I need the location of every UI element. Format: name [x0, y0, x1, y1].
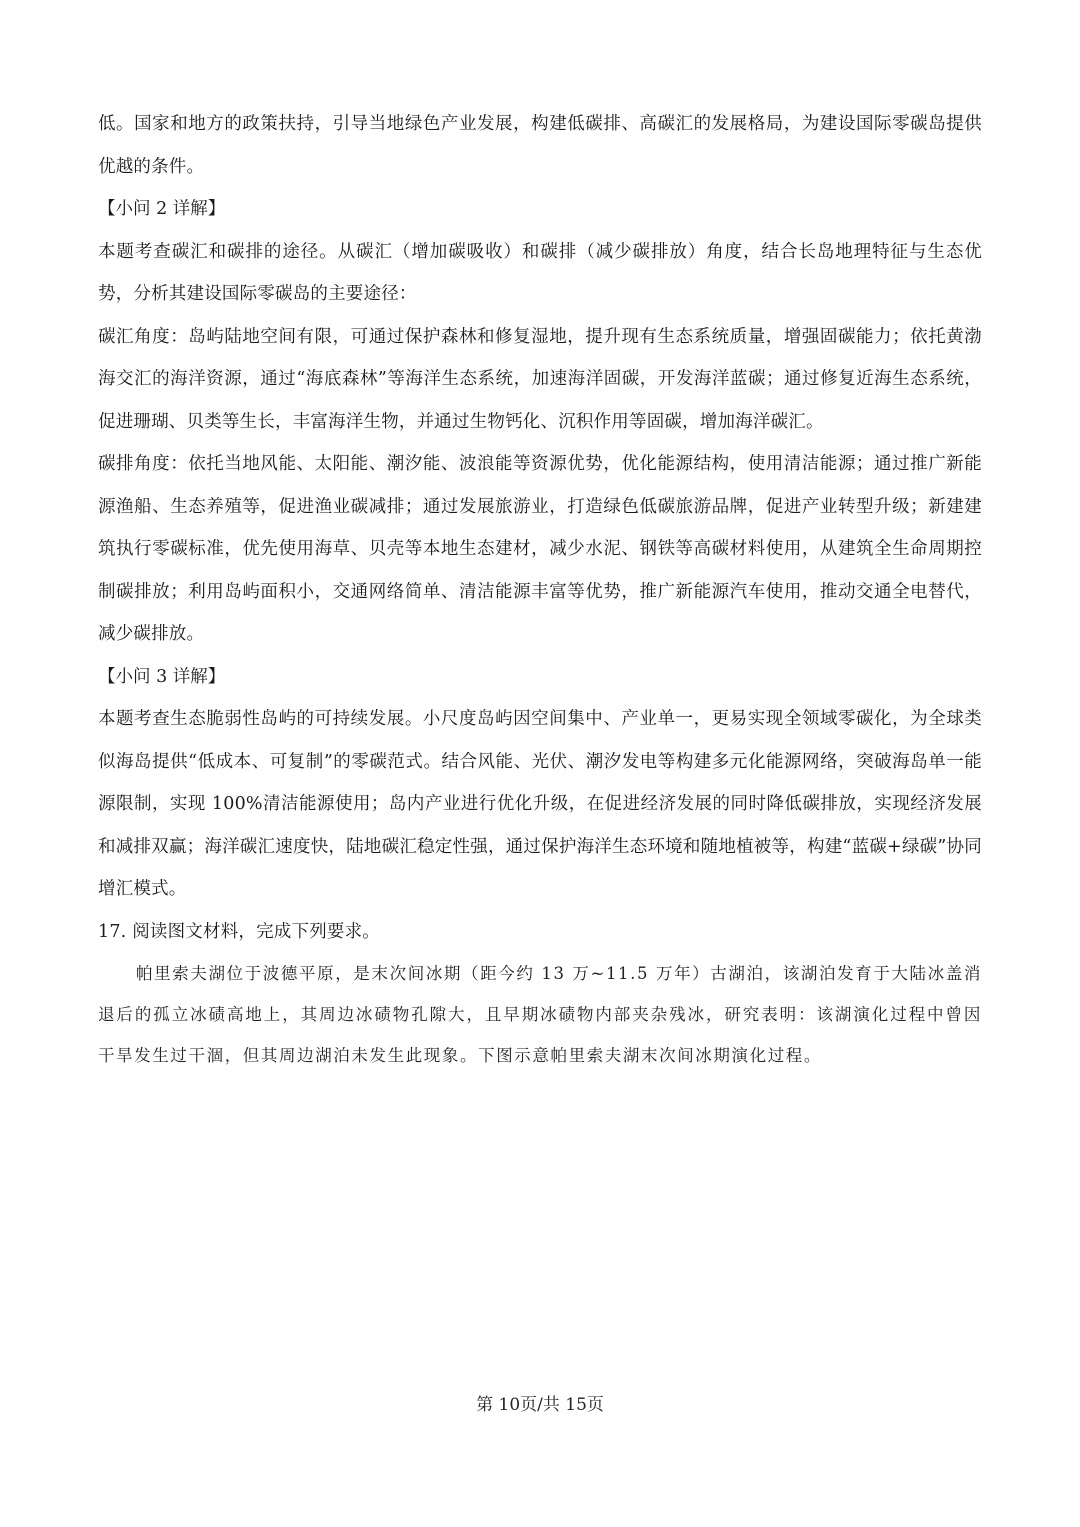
heading-question-3-detail: 【小问 3 详解】 [98, 666, 226, 687]
paragraph-answer-1-continued: 低。国家和地方的政策扶持，引导当地绿色产业发展，构建低碳排、高碳汇的发展格局，为建设国际零碳岛提供优越的条件。 [98, 114, 982, 177]
page-content [98, 103, 982, 1076]
question-17-material: 帕里索夫湖位于波德平原，是末次间冰期（距今约 13 万~11.5 万年）古湖泊，该湖泊发育于大陆冰盖消退后的孤立冰碛高地上，其周边冰碛物孔隙大，且早期冰碛物内部夹杂残冰，研究表明：该湖演化过程中曾因干旱发生过干涸，但其周边湖泊未发生此现象。下图示意帕里索夫湖末次间冰期演化过程。 [98, 964, 982, 1065]
question-17-title: 17. 阅读图文材料，完成下列要求。 [98, 921, 380, 942]
heading-question-2-detail: 【小问 2 详解】 [98, 199, 226, 219]
paragraph-question-2-intro: 本题考查碳汇和碳排的途径。从碳汇（增加碳吸收）和碳排（减少碳排放）角度，结合长岛地理特征与生态优势，分析其建设国际零碳岛的主要途径： [98, 241, 982, 304]
paragraph-carbon-sink: 碳汇角度：岛屿陆地空间有限，可通过保护森林和修复湿地，提升现有生态系统质量，增强固碳能力；依托黄渤海交汇的海洋资源，通过“海底森林”等海洋生态系统，加速海洋固碳，开发海洋蓝碳；通过修复近海生态系统，促进珊瑚、贝类等生长，丰富海洋生物，并通过生物钙化、沉积作用等固碳，增加海洋碳汇。 [98, 326, 982, 432]
page-number-footer: 第 10页/共 15页 [476, 1395, 604, 1415]
paragraph-carbon-emission: 碳排角度：依托当地风能、太阳能、潮汐能、波浪能等资源优势，优化能源结构，使用清洁能源；通过推广新能源渔船、生态养殖等，促进渔业碳减排；通过发展旅游业，打造绿色低碳旅游品牌，促进产业转型升级；新建建筑执行零碳标准，优先使用海草、贝壳等本地生态建材，减少水泥、钢铁等高碳材料使用，从建筑全生命周期控制碳排放；利用岛屿面积小，交通网络简单、清洁能源丰富等优势，推广新能源汽车使用，推动交通全电替代，减少碳排放。 [98, 454, 982, 644]
paragraph-question-3-answer: 本题考查生态脆弱性岛屿的可持续发展。小尺度岛屿因空间集中、产业单一，更易实现全领域零碳化，为全球类似海岛提供“低成本、可复制”的零碳范式。结合风能、光伏、潮汐发电等构建多元化能源网络，突破海岛单一能源限制，实现 100%清洁能源使用；岛内产业进行优化升级，在促进经济发展的同时降低碳排放，实现经济发展和减排双赢；海洋碳汇速度快，陆地碳汇稳定性强，通过保护海洋生态环境和随地植被等，构建“蓝碳+绿碳”协同增汇模式。 [98, 709, 982, 899]
